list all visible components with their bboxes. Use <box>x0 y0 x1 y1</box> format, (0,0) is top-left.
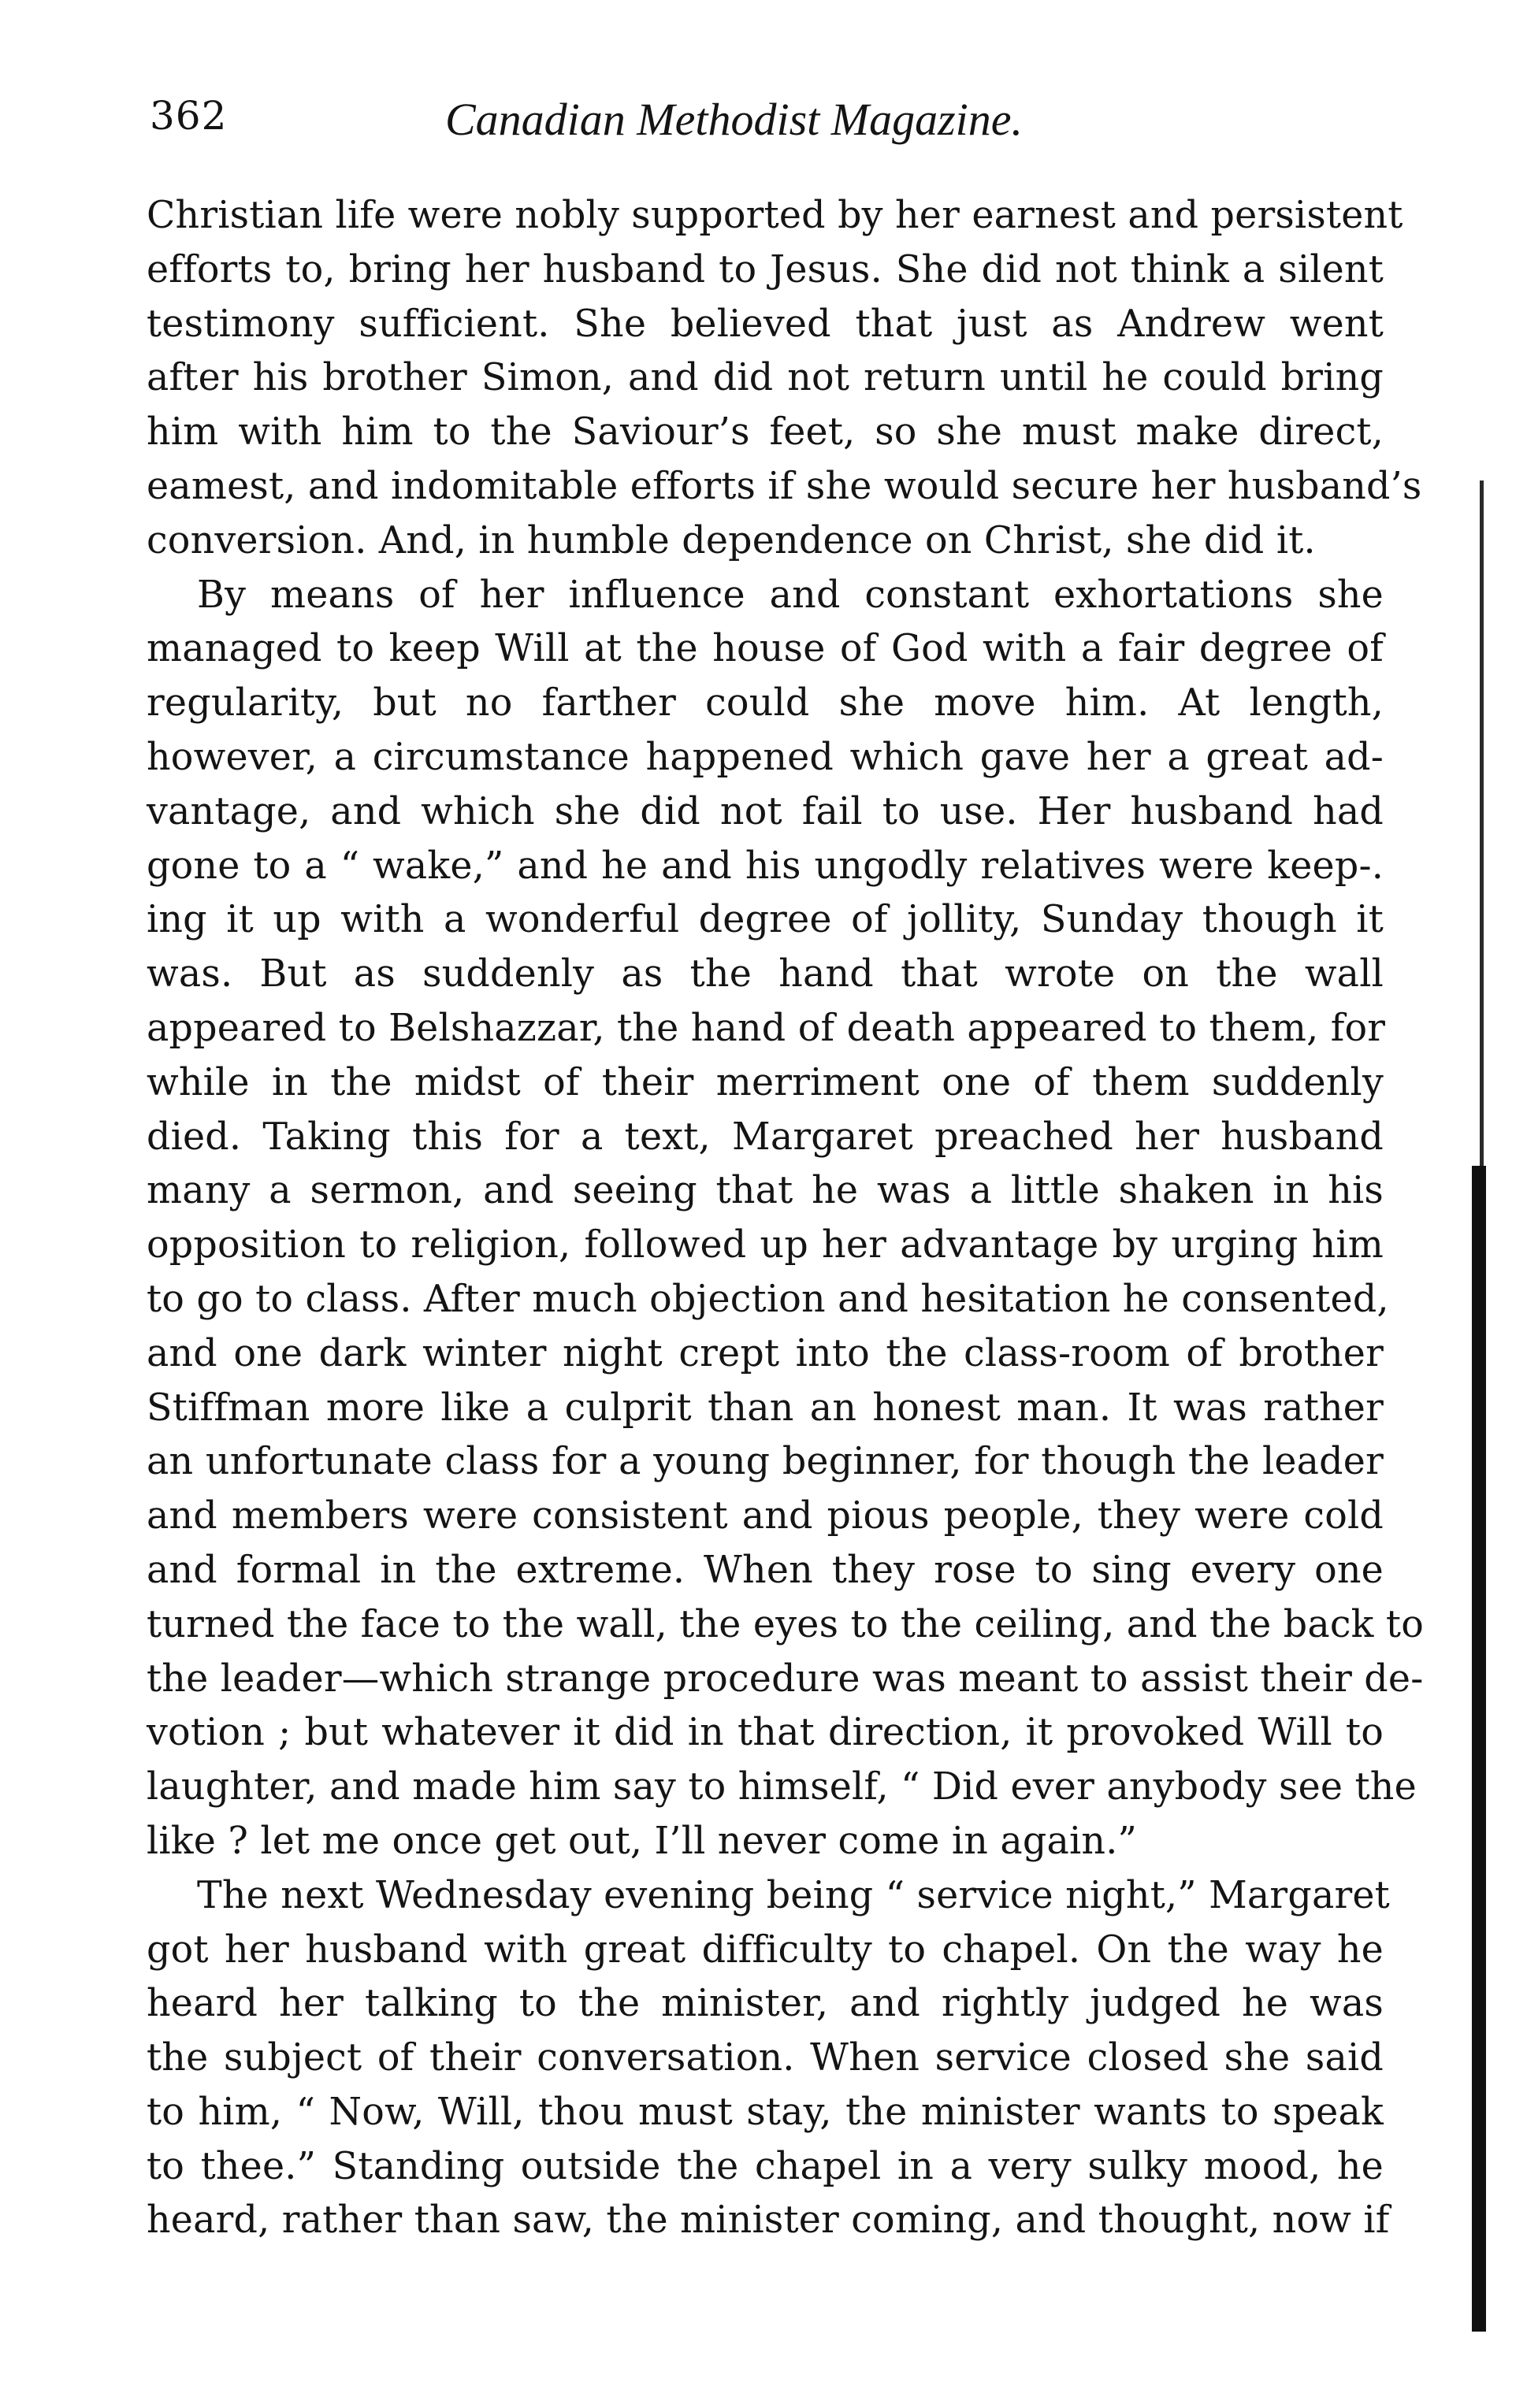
body-text <box>147 189 1425 2248</box>
text-line: testimony sufficient. She believed that just as Andrew went <box>147 302 1384 346</box>
text-line: the subject of their conversation. When service closed she said <box>147 2036 1384 2080</box>
text-line: to thee.” Standing outside the chapel in a very sulky mood, he <box>147 2144 1384 2188</box>
text-line: many a sermon, and seeing that he was a little shaken in his <box>147 1169 1384 1213</box>
text-line: managed to keep Will at the house of God with a fair degree of <box>147 627 1384 671</box>
text-line: Christian life were nobly supported by her earnest and persistent <box>147 194 1403 237</box>
text-line: laughter, and made him say to himself, “ Did ever anybody see the <box>147 1765 1417 1809</box>
text-line: Stiffman more like a culprit than an honest man. It was rather <box>147 1386 1384 1430</box>
text-line: appeared to Belshazzar, the hand of death appeared to them, for <box>147 1006 1386 1050</box>
text-line: while in the midst of their merriment one of them suddenly <box>147 1060 1384 1104</box>
text-line: to go to class. After much objection and hesitation he consented, <box>147 1277 1389 1321</box>
text-line: after his brother Simon, and did not return until he could bring <box>147 356 1384 400</box>
text-line: regularity, but no farther could she move him. At length, <box>147 681 1384 725</box>
text-line: eamest, and indomitable efforts if she would secure her husband’s <box>147 464 1422 508</box>
text-line: ing it up with a wonderful degree of jollity, Sunday though it <box>147 898 1384 942</box>
running-head <box>150 93 1379 156</box>
text-line: heard her talking to the minister, and rightly judged he was <box>147 1982 1384 2026</box>
text-line: got her husband with great difficulty to chapel. On the way he <box>147 1928 1384 1972</box>
text-line: opposition to religion, followed up her advantage by urging him <box>147 1223 1384 1267</box>
text-line: and formal in the extreme. When they rose to sing every one <box>147 1548 1384 1592</box>
text-line: was. But as suddenly as the hand that wrote on the wall <box>147 952 1384 996</box>
text-line: gone to a “ wake,” and he and his ungodly relatives were keep-. <box>147 844 1384 888</box>
text-line: however, a circumstance happened which gave her a great ad- <box>147 735 1384 779</box>
margin-scan-edge-dark <box>1472 1166 1486 2332</box>
text-line: and one dark winter night crept into the class-room of brother <box>147 1331 1384 1375</box>
page-number: 362 <box>150 93 228 139</box>
text-line: turned the face to the wall, the eyes to the ceiling, and the back to <box>147 1602 1425 1646</box>
text-line: died. Taking this for a text, Margaret preached her husband <box>147 1115 1384 1159</box>
text-line: efforts to, bring her husband to Jesus. She did not think a silent <box>147 247 1384 291</box>
text-line: By means of her influence and constant exhortations she <box>197 573 1384 617</box>
text-line: to him, “ Now, Will, thou must stay, the minister wants to speak <box>147 2090 1384 2134</box>
text-line: an unfortunate class for a young beginner, for though the leader <box>147 1440 1384 1484</box>
text-line: vantage, and which she did not fail to use. Her husband had <box>147 789 1384 833</box>
text-line: the leader—which strange procedure was meant to assist their de- <box>147 1657 1424 1701</box>
text-line: him with him to the Saviour’s feet, so she must make direct, <box>147 410 1384 455</box>
text-line: The next Wednesday evening being “ service night,” Margaret <box>197 1873 1390 1917</box>
text-line: votion ; but whatever it did in that direction, it provoked Will to <box>147 1711 1384 1755</box>
running-title: Canadian Methodist Magazine. <box>445 94 1024 145</box>
text-line: heard, rather than saw, the minister coming, and thought, now if <box>147 2198 1390 2243</box>
text-line: like ? let me once get out, I’ll never come in again.” <box>147 1819 1138 1863</box>
text-line: and members were consistent and pious people, they were cold <box>147 1494 1384 1538</box>
text-line: conversion. And, in humble dependence on Christ, she did it. <box>147 518 1316 562</box>
